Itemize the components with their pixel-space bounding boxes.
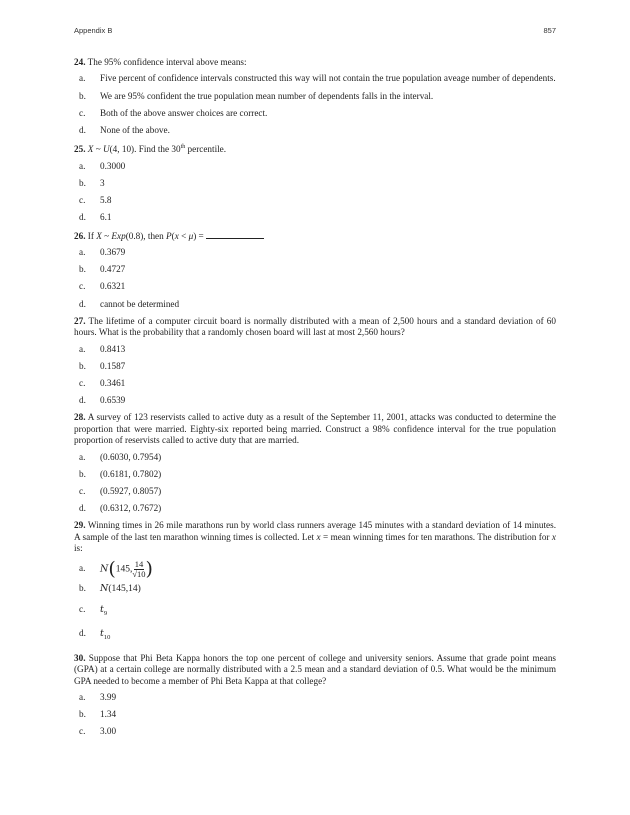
- option-text: 1.34: [100, 709, 117, 720]
- option-formula: [100, 557, 556, 580]
- option-label: b.: [79, 90, 86, 101]
- option-text: cannot be determined: [100, 298, 180, 309]
- option: [74, 395, 556, 406]
- option: [74, 178, 556, 189]
- question-26: [74, 230, 556, 242]
- option-label: a.: [79, 343, 86, 354]
- math-var: x: [316, 531, 321, 542]
- option-label: a.: [79, 246, 86, 257]
- math-op: ) =: [193, 230, 207, 241]
- option-text: (0.5927, 0.8057): [100, 485, 162, 496]
- option-formula: [100, 583, 556, 595]
- question-text: percentile.: [185, 144, 227, 155]
- option: [74, 378, 556, 389]
- option: [74, 247, 556, 258]
- option-label: d.: [79, 503, 86, 514]
- option-formula: [100, 628, 556, 643]
- math-var: t: [100, 628, 104, 640]
- option-text: 0.3461: [100, 377, 126, 388]
- option-text: Both of the above answer choices are correct.: [100, 107, 268, 118]
- math-var: X: [96, 230, 102, 241]
- question-text: The lifetime of a computer circuit board is normally distributed with a mean of 2,500 hours and a standard deviation of 60 hours. What is the probability that a randomly chosen board will last at most 2,560 hours?: [74, 315, 556, 338]
- math-op: <: [178, 230, 189, 241]
- math-var: X: [87, 144, 94, 155]
- question-text: Suppose that Phi Beta Kappa honors the top one percent of college and university seniors. Assume that grade point means (GPA) at a certain college are normally distributed with a 2.5 mean and a standard deviation of 0.5. What would be the minimum GPA needed to become a member of Phi Beta Kappa at that college?: [74, 652, 556, 686]
- option-label: a.: [79, 160, 86, 171]
- question-28: [74, 412, 556, 446]
- option-text: 0.6539: [100, 395, 126, 406]
- option-label: a.: [79, 563, 86, 574]
- question-text: (0.8), then: [125, 230, 167, 241]
- option: [74, 195, 556, 206]
- option: [74, 583, 556, 595]
- math-var: N: [100, 563, 109, 575]
- question-27: [74, 316, 556, 339]
- question-text: If: [87, 230, 97, 241]
- math-var: x: [551, 531, 556, 542]
- option: [74, 91, 556, 102]
- option-text: (0.6030, 0.7954): [100, 451, 162, 462]
- question-text: The 95% confidence interval above means:: [87, 57, 247, 67]
- option: [74, 299, 556, 310]
- option-label: b.: [79, 582, 86, 593]
- subscript: 9: [103, 610, 108, 617]
- answer-blank: [206, 230, 264, 239]
- math-value: 145,: [115, 564, 133, 575]
- option: [74, 486, 556, 497]
- option: [74, 469, 556, 480]
- question-text: is:: [74, 543, 83, 554]
- question-25: [74, 142, 556, 155]
- option: [74, 264, 556, 275]
- option-label: c.: [79, 377, 86, 388]
- option: [74, 628, 556, 643]
- option-label: c.: [79, 195, 86, 206]
- option-label: d.: [79, 628, 86, 639]
- math-dist: Exp: [111, 230, 126, 241]
- option: [74, 108, 556, 119]
- option: [74, 709, 556, 720]
- math-op: ~: [93, 144, 103, 155]
- question-text: Winning times in 26 mile marathons run by world class runners average 145 minutes with a standard deviation of 14 minutes. A sample of the last ten marathon winning times is collected. Let: [74, 520, 556, 542]
- page-number: 857: [543, 26, 556, 35]
- question-24: [74, 57, 556, 68]
- option-text: (0.6312, 0.7672): [100, 503, 162, 514]
- option-text: None of the above.: [100, 125, 170, 136]
- page-content: [74, 57, 556, 744]
- option-label: d.: [79, 125, 86, 136]
- option-label: c.: [79, 107, 86, 118]
- option-label: a.: [79, 692, 86, 703]
- fraction: [132, 560, 145, 579]
- option-label: b.: [79, 264, 86, 275]
- question-number: 29.: [74, 520, 86, 531]
- option: [74, 503, 556, 514]
- option-label: d.: [79, 298, 86, 309]
- question-text: A survey of 123 reservists called to active duty as a result of the September 11, 2001, attacks was conducted to determine the proportion that were married. Eighty-six reported being married. Construct a 98% confidence interval for the true population proportion of reservists called to active duty that are married.: [74, 412, 556, 446]
- option-label: c.: [79, 726, 86, 737]
- option-formula: [100, 604, 556, 619]
- question-number: 26.: [74, 230, 86, 241]
- option: [74, 726, 556, 737]
- numerator: 14: [134, 558, 144, 569]
- left-paren: (: [108, 557, 116, 580]
- denominator: √10: [132, 568, 146, 579]
- option-text: We are 95% confident the true population mean number of dependents falls in the interval.: [100, 90, 434, 101]
- question-30: [74, 653, 556, 687]
- option-label: a.: [79, 451, 86, 462]
- option: [74, 452, 556, 463]
- question-number: 25.: [74, 144, 86, 155]
- math-var: t: [100, 604, 104, 615]
- option-text: 5.8: [100, 195, 112, 206]
- math-op: (: [171, 230, 175, 241]
- option-label: b.: [79, 709, 86, 720]
- option: [74, 281, 556, 292]
- option: [74, 73, 556, 84]
- option: [74, 125, 556, 136]
- option-text: 3.00: [100, 726, 117, 737]
- option-label: c.: [79, 485, 86, 496]
- question-number: 30.: [74, 652, 86, 663]
- option-text: 0.3679: [100, 246, 126, 257]
- option-text: 3: [100, 177, 105, 188]
- question-29: [74, 520, 556, 554]
- math-var: N: [100, 582, 109, 594]
- option-text: 0.3000: [100, 160, 126, 171]
- option-text: (0.6181, 0.7802): [100, 468, 162, 479]
- option-label: a.: [79, 73, 86, 84]
- option-label: c.: [79, 604, 86, 614]
- question-number: 27.: [74, 315, 86, 326]
- option-text: 0.6321: [100, 281, 126, 292]
- option-text: 0.1587: [100, 360, 126, 371]
- math-value: (145,14): [108, 583, 141, 594]
- math-var: μ: [188, 230, 194, 241]
- superscript: th: [180, 144, 186, 151]
- math-var: P: [166, 230, 172, 241]
- math-op: ~: [101, 230, 112, 241]
- option-label: d.: [79, 395, 86, 406]
- subscript: 10: [103, 634, 111, 642]
- option-label: b.: [79, 360, 86, 371]
- option-text: 0.8413: [100, 343, 126, 354]
- option-text: 6.1: [100, 212, 112, 223]
- option: [74, 692, 556, 703]
- question-text: = mean winning times for ten marathons. The distribution for: [320, 531, 552, 542]
- question-text: (4, 10). Find the 30: [109, 144, 181, 155]
- option: [74, 361, 556, 372]
- option: [74, 604, 556, 619]
- option-label: b.: [79, 177, 86, 188]
- question-number: 24.: [74, 57, 86, 67]
- option-text: 3.99: [100, 692, 117, 703]
- option: [74, 212, 556, 223]
- option-label: d.: [79, 212, 86, 223]
- option: [74, 344, 556, 355]
- option-text: 0.4727: [100, 264, 126, 275]
- math-var: x: [174, 230, 179, 241]
- option-label: c.: [79, 281, 86, 292]
- question-number: 28.: [74, 412, 86, 423]
- math-dist: U: [102, 144, 110, 155]
- option: [74, 557, 556, 580]
- right-paren: ): [145, 557, 153, 580]
- running-header-left: Appendix B: [74, 26, 113, 35]
- option: [74, 161, 556, 172]
- option-text: Five percent of confidence intervals constructed this way will not contain the true population aveage number of dependents.: [100, 73, 556, 84]
- option-label: b.: [79, 468, 86, 479]
